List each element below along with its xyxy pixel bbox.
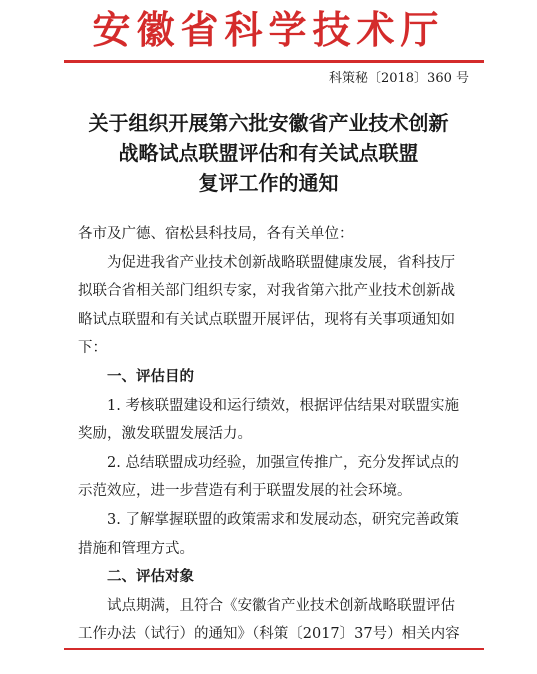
intro-line: 为促进我省产业技术创新战略联盟健康发展，省科技厅 (107, 254, 455, 271)
purpose-item-2: 2. 总结联盟成功经验，加强宣传推广，充分发挥试点的 (107, 454, 459, 471)
purpose-item-3-cont: 措施和管理方式。 (78, 540, 194, 557)
title-line: 战略试点联盟评估和有关试点联盟 (118, 141, 419, 165)
title-line: 复评工作的通知 (198, 171, 339, 195)
intro-line: 下： (78, 340, 107, 357)
section-heading-targets: 二、评估对象 (107, 568, 194, 586)
document-body (78, 220, 478, 649)
purpose-item-3: 3. 了解掌握联盟的政策需求和发展动态，研究完善政策 (107, 511, 459, 528)
document-title (40, 108, 497, 198)
intro-line: 拟联合省相关部门组织专家，对我省第六批产业技术创新战 (78, 283, 455, 300)
purpose-item-1: 1. 考核联盟建设和运行绩效，根据评估结果对联盟实施 (107, 397, 459, 414)
purpose-item-2-cont: 示范效应，进一步营造有利于联盟发展的社会环境。 (78, 483, 412, 500)
masthead-title: 安徽省科学技术厅 (92, 7, 445, 52)
document-number: 科策秘〔2018〕360 号 (328, 71, 469, 86)
footer-red-rule (64, 648, 484, 650)
masthead-red-rule (64, 60, 484, 63)
title-line: 关于组织开展第六批安徽省产业技术创新 (88, 111, 449, 135)
intro-line: 略试点联盟和有关试点联盟开展评估，现将有关事项通知如 (78, 311, 455, 328)
targets-line: 试点期满，且符合《安徽省产业技术创新战略联盟评估 (107, 597, 455, 614)
section-heading-purpose: 一、评估目的 (107, 367, 194, 385)
purpose-item-1-cont: 奖励，激发联盟发展活力。 (78, 426, 252, 443)
recipient-line: 各市及广德、宿松县科技局，各有关单位： (78, 226, 354, 242)
targets-line: 工作办法（试行）的通知》（科策〔2017〕37号）相关内容 (78, 626, 460, 643)
